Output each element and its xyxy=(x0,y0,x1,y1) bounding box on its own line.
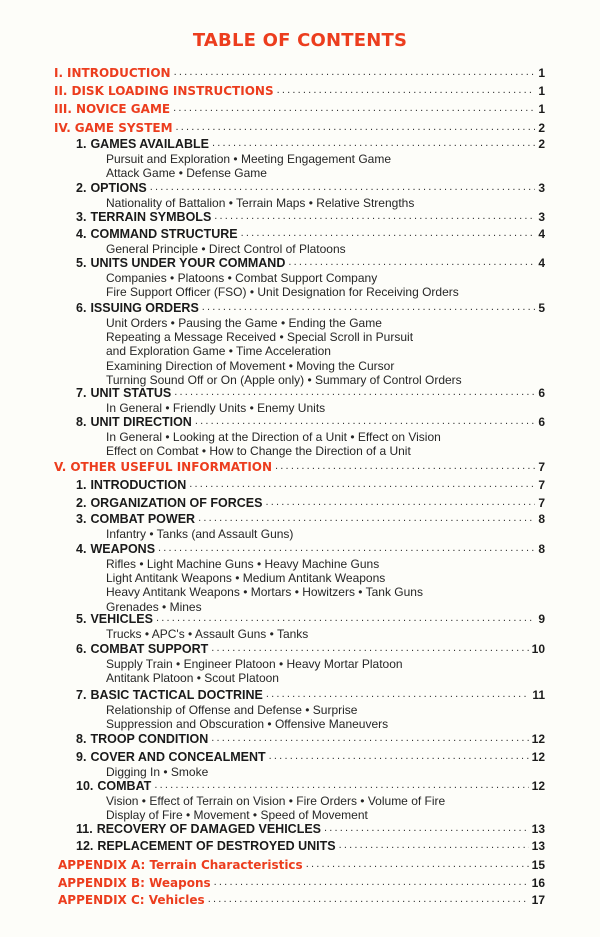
entry-subtopics: Display of Fire • Movement • Speed of Movement xyxy=(106,808,368,823)
entry-title: BASIC TACTICAL DOCTRINE xyxy=(90,688,263,702)
entry-number: 1. xyxy=(76,478,87,492)
dot-leader xyxy=(156,613,535,626)
entry-number: 4. xyxy=(76,227,87,241)
entry-title: UNIT STATUS xyxy=(90,386,172,400)
entry-subtopics: In General • Friendly Units • Enemy Units xyxy=(106,401,326,415)
entry-title: COVER AND CONCEALMENT xyxy=(90,750,266,764)
toc-section-entry[interactable] xyxy=(54,100,545,116)
dot-leader xyxy=(214,211,535,224)
page-number: 9 xyxy=(538,612,545,626)
toc-section-entry[interactable] xyxy=(54,458,545,474)
page-number: 4 xyxy=(538,256,545,270)
entry-number: 8. xyxy=(76,732,87,746)
page-number: 6 xyxy=(538,415,545,429)
entry-number: IV. xyxy=(54,121,71,135)
entry-title: VEHICLES xyxy=(90,612,153,626)
entry-title: UNIT DIRECTION xyxy=(90,415,192,429)
toc-appendix-entry[interactable] xyxy=(58,856,545,872)
toc-section-entry[interactable] xyxy=(54,119,545,135)
entry-subtopics: Companies • Platoons • Combat Support Company xyxy=(106,271,378,285)
dot-leader xyxy=(211,733,528,746)
dot-leader xyxy=(265,497,535,510)
dot-leader xyxy=(174,387,535,400)
page-number: 1 xyxy=(538,84,545,98)
entry-title: APPENDIX B: Weapons xyxy=(58,876,211,890)
entry-title: TROOP CONDITION xyxy=(90,732,209,746)
page-number: 3 xyxy=(538,181,545,195)
dot-leader xyxy=(214,877,529,890)
entry-subtopics: Light Antitank Weapons • Medium Antitank Weapons xyxy=(106,571,386,586)
page-number: 2 xyxy=(538,137,545,151)
entry-subtopics: Supply Train • Engineer Platoon • Heavy Mortar Platoon xyxy=(106,657,403,671)
entry-title: ISSUING ORDERS xyxy=(90,301,199,315)
page-title: TABLE OF CONTENTS xyxy=(192,30,408,51)
entry-subtopics: Infantry • Tanks (and Assault Guns) xyxy=(106,527,294,541)
entry-title: COMMAND STRUCTURE xyxy=(90,227,238,241)
toc-sub-entry[interactable] xyxy=(76,540,545,556)
page-number: 3 xyxy=(538,210,545,224)
entry-number: 9. xyxy=(76,750,87,764)
entry-subtopics: In General • Looking at the Direction of a Unit • Effect on Vision xyxy=(106,430,441,444)
entry-subtopics: Effect on Combat • How to Change the Direction of a Unit xyxy=(106,444,411,459)
page-number: 5 xyxy=(538,301,545,315)
entry-number: 12. xyxy=(76,839,94,853)
entry-title: COMBAT xyxy=(97,779,152,793)
page-number: 7 xyxy=(538,460,545,474)
entry-number: 7. xyxy=(76,688,87,702)
toc-appendix-entry[interactable] xyxy=(58,874,545,890)
dot-leader xyxy=(208,894,529,907)
toc-sub-entry[interactable] xyxy=(76,777,545,793)
entry-number: I. xyxy=(54,66,64,80)
entry-number: 2. xyxy=(76,496,87,510)
entry-number: 8. xyxy=(76,415,87,429)
entry-number: 6. xyxy=(76,301,87,315)
page-number: 10 xyxy=(531,642,545,656)
toc-sub-entry[interactable] xyxy=(76,510,545,526)
entry-subtopics: Unit Orders • Pausing the Game • Ending the Game xyxy=(106,316,382,330)
entry-subtopics: Grenades • Mines xyxy=(106,599,202,614)
entry-number: II. xyxy=(54,84,68,98)
toc-sub-entry[interactable] xyxy=(76,610,545,626)
entry-subtopics: Turning Sound Off or On (Apple only) • Summary of Control Orders xyxy=(106,372,462,387)
toc-section-entry[interactable] xyxy=(54,64,545,80)
toc-sub-entry[interactable] xyxy=(76,686,545,702)
dot-leader xyxy=(198,513,535,526)
dot-leader xyxy=(202,302,536,315)
entry-title: COMBAT SUPPORT xyxy=(90,642,209,656)
entry-number: 2. xyxy=(76,181,87,195)
dot-leader xyxy=(339,840,529,853)
entry-subtopics: Examining Direction of Movement • Moving the Cursor xyxy=(106,358,395,373)
entry-number: 4. xyxy=(76,542,87,556)
entry-title: UNITS UNDER YOUR COMMAND xyxy=(90,256,286,270)
page-number: 11 xyxy=(532,688,545,702)
entry-subtopics: Antitank Platoon • Scout Platoon xyxy=(106,671,279,686)
toc-sub-entry[interactable] xyxy=(76,208,545,224)
entry-number: 1. xyxy=(76,137,87,151)
entry-title: NOVICE GAME xyxy=(75,102,171,116)
toc-sub-entry[interactable] xyxy=(76,225,545,241)
dot-leader xyxy=(173,103,535,116)
page-number: 2 xyxy=(538,121,545,135)
page-number: 6 xyxy=(538,386,545,400)
entry-subtopics: Pursuit and Exploration • Meeting Engagement Game xyxy=(106,152,392,166)
dot-leader xyxy=(176,122,536,135)
entry-subtopics: General Principle • Direct Control of Platoons xyxy=(106,242,346,256)
entry-number: 10. xyxy=(76,779,94,793)
dot-leader xyxy=(174,67,536,80)
page-number: 13 xyxy=(531,822,545,836)
page-number: 15 xyxy=(531,858,545,872)
page-number: 13 xyxy=(531,839,545,853)
dot-leader xyxy=(211,643,528,656)
entry-number: III. xyxy=(54,102,72,116)
dot-leader xyxy=(189,479,535,492)
dot-leader xyxy=(269,751,529,764)
entry-subtopics: Heavy Antitank Weapons • Mortars • Howitzers • Tank Guns xyxy=(106,585,423,600)
entry-title: OPTIONS xyxy=(90,181,147,195)
entry-number: 3. xyxy=(76,512,87,526)
page-number: 1 xyxy=(538,102,545,116)
page-number: 16 xyxy=(531,876,545,890)
page-number: 12 xyxy=(531,732,545,746)
entry-title: RECOVERY OF DAMAGED VEHICLES xyxy=(96,822,322,836)
dot-leader xyxy=(212,138,535,151)
page-number: 8 xyxy=(538,542,545,556)
entry-title: GAME SYSTEM xyxy=(74,121,173,135)
dot-leader xyxy=(306,859,529,872)
page-number: 4 xyxy=(538,227,545,241)
entry-number: 6. xyxy=(76,642,87,656)
toc-sub-entry[interactable] xyxy=(76,730,545,746)
dot-leader xyxy=(324,823,529,836)
entry-subtopics: Digging In • Smoke xyxy=(106,765,209,779)
toc-sub-entry[interactable] xyxy=(76,494,545,510)
dot-leader xyxy=(266,689,529,702)
toc-sub-entry[interactable] xyxy=(76,299,545,315)
entry-title: TERRAIN SYMBOLS xyxy=(90,210,212,224)
entry-title: DISK LOADING INSTRUCTIONS xyxy=(71,84,274,98)
toc-appendix-entry[interactable] xyxy=(58,891,545,907)
toc-sub-entry[interactable] xyxy=(76,413,545,429)
entry-title: WEAPONS xyxy=(90,542,156,556)
entry-title: REPLACEMENT OF DESTROYED UNITS xyxy=(97,839,336,853)
entry-subtopics: and Exploration Game • Time Acceleration xyxy=(106,344,331,359)
toc-sub-entry[interactable] xyxy=(76,254,545,270)
entry-subtopics: Repeating a Message Received • Special Scroll in Pursuit xyxy=(106,330,414,345)
entry-number: V. xyxy=(54,460,67,474)
toc-sub-entry[interactable] xyxy=(76,135,545,151)
entry-subtopics: Vision • Effect of Terrain on Vision • Fire Orders • Volume of Fire xyxy=(106,794,446,808)
entry-subtopics: Attack Game • Defense Game xyxy=(106,166,267,181)
dot-leader xyxy=(154,780,528,793)
entry-title: OTHER USEFUL INFORMATION xyxy=(70,460,273,474)
page-number: 7 xyxy=(538,496,545,510)
page-number: 12 xyxy=(531,779,545,793)
toc-sub-entry[interactable] xyxy=(76,384,545,400)
toc-sub-entry[interactable] xyxy=(76,640,545,656)
entry-number: 5. xyxy=(76,256,87,270)
dot-leader xyxy=(195,416,535,429)
entry-title: COMBAT POWER xyxy=(90,512,196,526)
page-number: 1 xyxy=(538,66,545,80)
entry-number: 3. xyxy=(76,210,87,224)
entry-title: APPENDIX A: Terrain Characteristics xyxy=(58,858,303,872)
toc-section-entry[interactable] xyxy=(54,82,545,98)
entry-number: 5. xyxy=(76,612,87,626)
toc-sub-entry[interactable] xyxy=(76,820,545,836)
dot-leader xyxy=(277,85,536,98)
toc-sub-entry[interactable] xyxy=(76,476,545,492)
toc-sub-entry[interactable] xyxy=(76,837,545,853)
page-number: 7 xyxy=(538,478,545,492)
entry-number: 11. xyxy=(76,822,93,836)
entry-subtopics: Nationality of Battalion • Terrain Maps • Relative Strengths xyxy=(106,196,415,210)
entry-subtopics: Fire Support Officer (FSO) • Unit Designation for Receiving Orders xyxy=(106,285,459,300)
entry-subtopics: Suppression and Obscuration • Offensive Maneuvers xyxy=(106,717,389,732)
entry-number: 7. xyxy=(76,386,87,400)
entry-subtopics: Trucks • APC's • Assault Guns • Tanks xyxy=(106,627,309,641)
dot-leader xyxy=(150,182,536,195)
entry-subtopics: Rifles • Light Machine Guns • Heavy Machine Guns xyxy=(106,557,380,571)
dot-leader xyxy=(158,543,535,556)
entry-title: ORGANIZATION OF FORCES xyxy=(90,496,263,510)
entry-title: INTRODUCTION xyxy=(90,478,187,492)
dot-leader xyxy=(275,461,535,474)
page-number: 8 xyxy=(538,512,545,526)
dot-leader xyxy=(288,257,535,270)
toc-sub-entry[interactable] xyxy=(76,748,545,764)
entry-title: APPENDIX C: Vehicles xyxy=(58,893,205,907)
entry-subtopics: Relationship of Offense and Defense • Surprise xyxy=(106,703,358,717)
entry-title: GAMES AVAILABLE xyxy=(90,137,209,151)
dot-leader xyxy=(241,228,536,241)
page-number: 17 xyxy=(531,893,545,907)
entry-title: INTRODUCTION xyxy=(67,66,171,80)
page-number: 12 xyxy=(531,750,545,764)
toc-sub-entry[interactable] xyxy=(76,179,545,195)
